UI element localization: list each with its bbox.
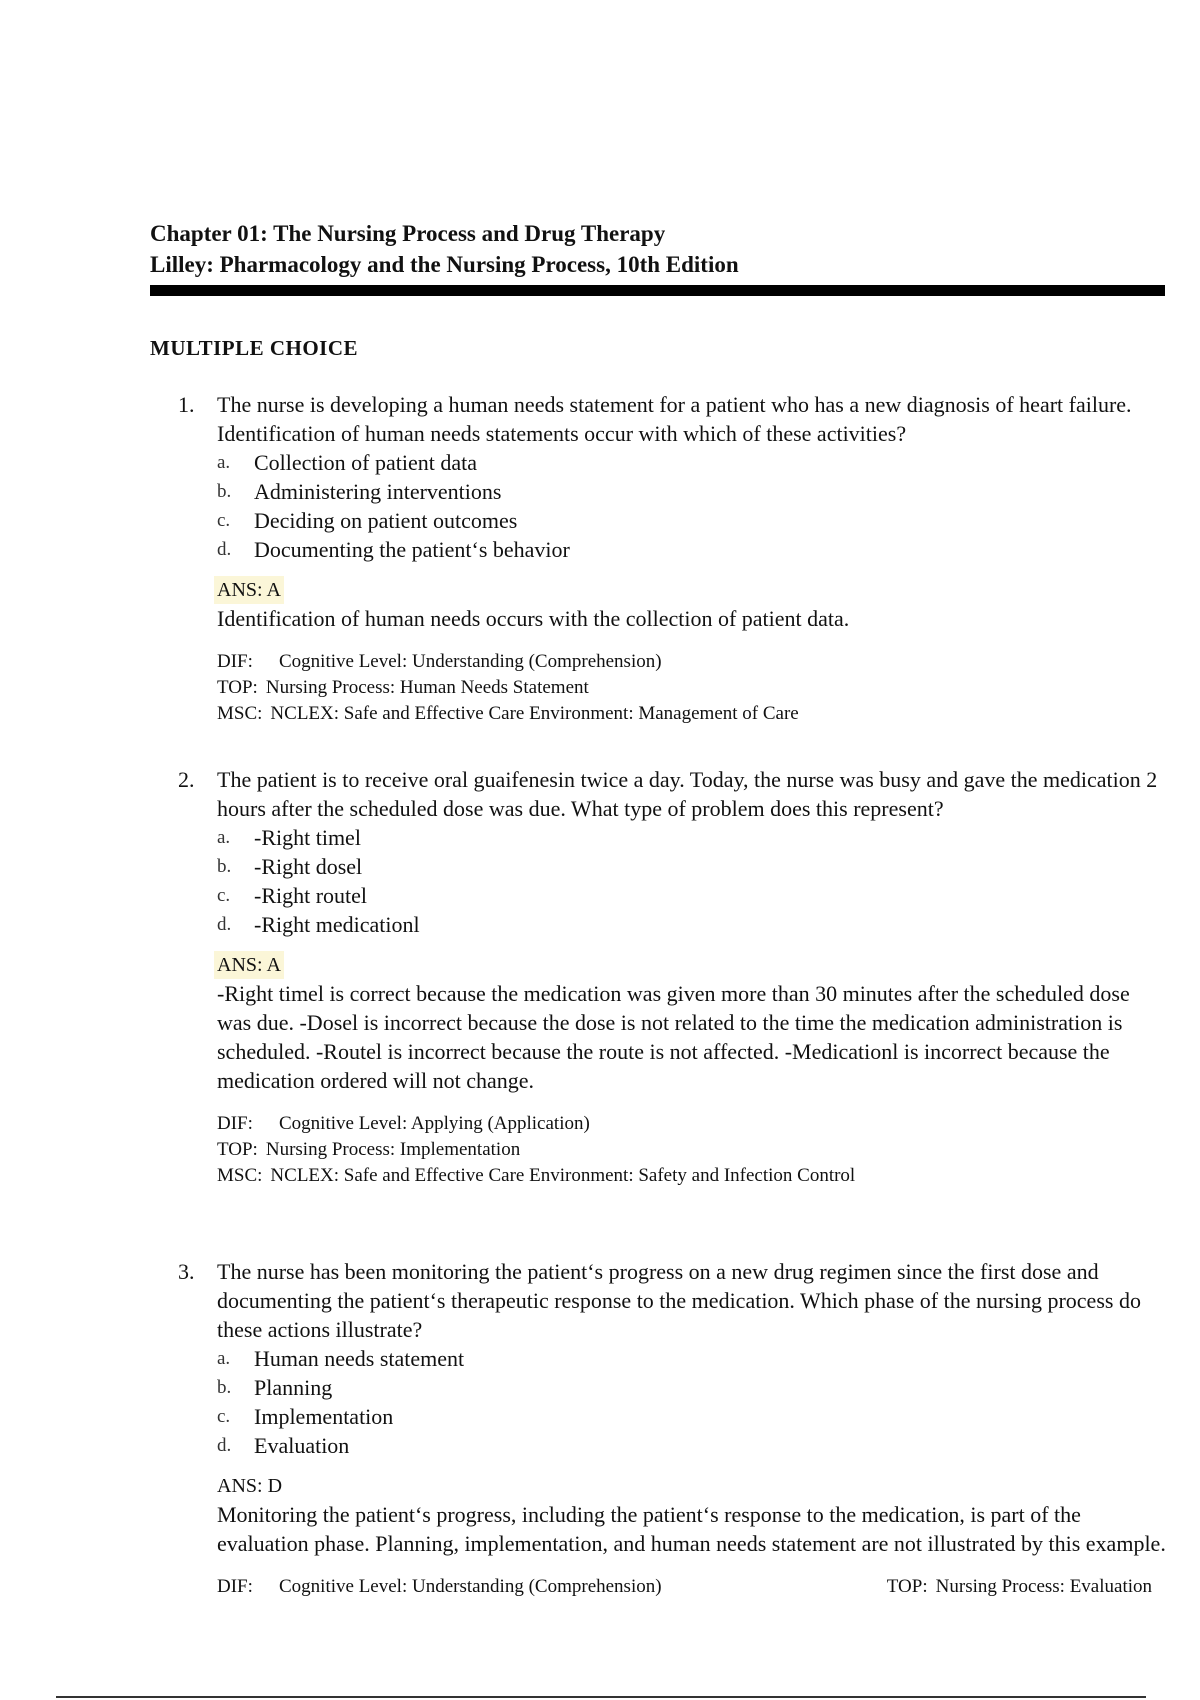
bottom-divider xyxy=(56,1696,1146,1698)
option-list xyxy=(217,823,1168,939)
answer-block xyxy=(217,1472,1168,1558)
option-letter: d. xyxy=(217,539,232,560)
option-b xyxy=(217,477,1168,506)
option-letter: a. xyxy=(217,452,231,473)
dif-value: Cognitive Level: Understanding (Comprehension) xyxy=(279,1576,662,1597)
top-label: TOP: xyxy=(217,677,258,698)
option-text: Evaluation xyxy=(254,1433,350,1458)
option-list xyxy=(217,1344,1168,1460)
top-value: Nursing Process: Human Needs Statement xyxy=(265,677,589,698)
metadata-block xyxy=(217,1574,1168,1600)
question-number: 2. xyxy=(178,767,195,792)
question-1 xyxy=(178,390,1168,727)
option-letter: b. xyxy=(217,856,232,877)
option-letter: d. xyxy=(217,1435,232,1456)
msc-row xyxy=(217,701,1168,727)
option-a xyxy=(217,448,1168,477)
answer-label: ANS: A xyxy=(214,576,284,604)
metadata-block xyxy=(217,649,1168,727)
option-c xyxy=(217,506,1168,535)
metadata-block xyxy=(217,1111,1168,1189)
option-b xyxy=(217,852,1168,881)
option-text: -Right dosel xyxy=(254,854,363,879)
section-title: MULTIPLE CHOICE xyxy=(150,336,359,360)
dif-row xyxy=(217,649,1168,675)
option-a xyxy=(217,1344,1168,1373)
option-letter: c. xyxy=(217,885,231,906)
option-letter: a. xyxy=(217,827,231,848)
rationale: -Right timel is correct because the medication was given more than 30 minutes after the scheduled dose was due. -Dosel is incorrect because the dose is not related to the time the medication administration is scheduled. -Routel is incorrect because the route is not affected. -Medicationl is incorrect because the medication ordered will not change. xyxy=(217,981,1130,1093)
dif-label: DIF: xyxy=(217,1113,253,1134)
option-letter: c. xyxy=(217,1406,231,1427)
option-text: Planning xyxy=(254,1375,333,1400)
dif-label: DIF: xyxy=(217,651,253,672)
book-title: Lilley: Pharmacology and the Nursing Process, 10th Edition xyxy=(150,252,739,277)
option-text: -Right medicationl xyxy=(254,912,420,937)
option-text: Administering interventions xyxy=(254,479,502,504)
answer-block xyxy=(217,576,1168,633)
option-letter: a. xyxy=(217,1348,231,1369)
dif-value: Cognitive Level: Understanding (Comprehension) xyxy=(279,651,662,672)
option-b xyxy=(217,1373,1168,1402)
msc-label: MSC: xyxy=(217,1165,263,1186)
chapter-title: Chapter 01: The Nursing Process and Drug Therapy xyxy=(150,221,666,246)
answer-block xyxy=(217,951,1168,1095)
header-divider xyxy=(150,285,1165,296)
option-c xyxy=(217,1402,1168,1431)
answer-label: ANS: D xyxy=(217,1475,283,1497)
top-row xyxy=(887,1574,1152,1600)
option-letter: b. xyxy=(217,1377,232,1398)
top-label: TOP: xyxy=(217,1139,258,1160)
dif-row xyxy=(217,1111,1168,1137)
question-3 xyxy=(178,1257,1168,1600)
option-c xyxy=(217,881,1168,910)
msc-label: MSC: xyxy=(217,703,263,724)
top-value: Nursing Process: Evaluation xyxy=(935,1576,1152,1597)
option-text: Implementation xyxy=(254,1404,394,1429)
option-d xyxy=(217,1431,1168,1460)
msc-value: NCLEX: Safe and Effective Care Environment: Management of Care xyxy=(270,703,799,724)
question-number: 3. xyxy=(178,1259,195,1284)
option-letter: b. xyxy=(217,481,232,502)
top-row xyxy=(217,1137,1168,1163)
option-text: Documenting the patient‘s behavior xyxy=(254,537,570,562)
option-list xyxy=(217,448,1168,564)
dif-row xyxy=(217,1574,662,1600)
msc-value: NCLEX: Safe and Effective Care Environment: Safety and Infection Control xyxy=(270,1165,856,1186)
question-2 xyxy=(178,765,1168,1189)
meta-inline-row xyxy=(217,1574,1152,1600)
option-a xyxy=(217,823,1168,852)
rationale: Monitoring the patient‘s progress, including the patient‘s response to the medication, is part of the evaluation phase. Planning, implementation, and human needs statement are not illustrated by this example. xyxy=(217,1502,1166,1556)
question-stem: The nurse is developing a human needs statement for a patient who has a new diagnosis of heart failure. Identification of human needs statements occur with which of these activities? xyxy=(217,392,1132,446)
msc-row xyxy=(217,1163,1168,1189)
top-label: TOP: xyxy=(886,1576,928,1597)
dif-label: DIF: xyxy=(217,1576,253,1597)
option-d xyxy=(217,535,1168,564)
option-text: Collection of patient data xyxy=(254,450,477,475)
question-stem: The nurse has been monitoring the patient‘s progress on a new drug regimen since the first dose and documenting the patient‘s therapeutic response to the medication. Which phase of the nursing process do these actions illustrate? xyxy=(217,1259,1141,1342)
question-number: 1. xyxy=(178,392,195,417)
option-letter: c. xyxy=(217,510,231,531)
question-stem: The patient is to receive oral guaifenesin twice a day. Today, the nurse was busy and gave the medication 2 hours after the scheduled dose was due. What type of problem does this represent? xyxy=(217,767,1158,821)
option-text: -Right timel xyxy=(254,825,361,850)
dif-value: Cognitive Level: Applying (Application) xyxy=(279,1113,590,1134)
option-text: Deciding on patient outcomes xyxy=(254,508,518,533)
top-row xyxy=(217,675,1168,701)
option-d xyxy=(217,910,1168,939)
option-letter: d. xyxy=(217,914,232,935)
option-text: Human needs statement xyxy=(254,1346,465,1371)
answer-label: ANS: A xyxy=(214,951,284,979)
rationale: Identification of human needs occurs with the collection of patient data. xyxy=(217,606,850,631)
option-text: -Right routel xyxy=(254,883,368,908)
document-header xyxy=(150,218,1165,280)
top-value: Nursing Process: Implementation xyxy=(265,1139,521,1160)
